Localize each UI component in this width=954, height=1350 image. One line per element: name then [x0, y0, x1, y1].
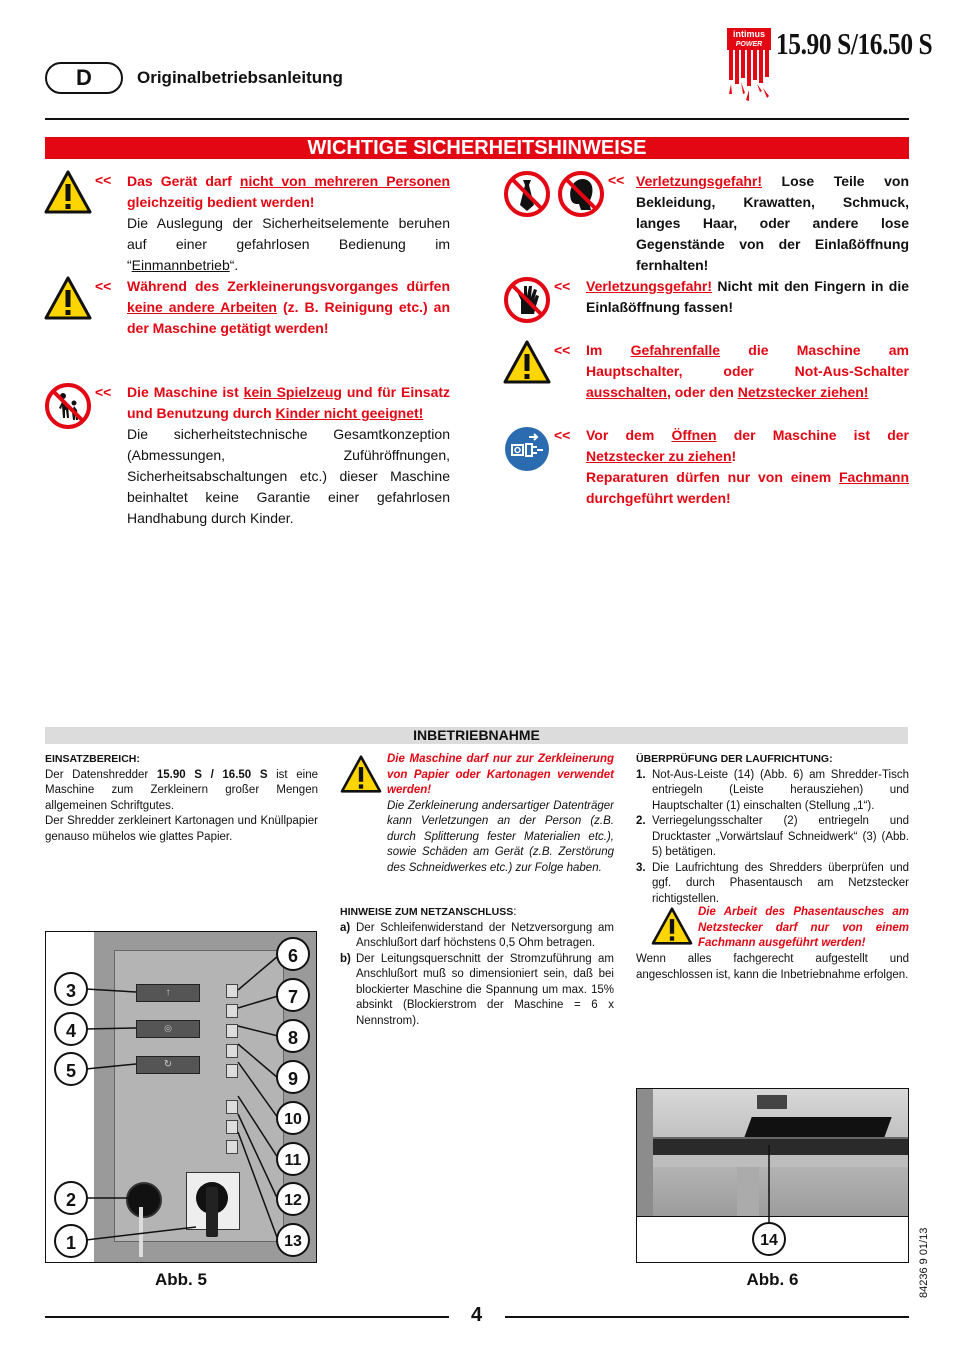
callout-5: 5: [54, 1052, 88, 1086]
footer-rule-left: [45, 1316, 449, 1318]
figure-6-caption: Abb. 6: [746, 1270, 799, 1289]
figure-5-control-panel: [45, 931, 317, 1263]
chevron-marker: <<: [95, 278, 112, 294]
warning-triangle-icon: [340, 755, 382, 793]
chevron-marker: <<: [95, 172, 112, 188]
header-rule: [45, 118, 909, 120]
chevron-marker: <<: [554, 278, 571, 294]
footer-rule-right: [505, 1316, 909, 1318]
callout-2: 2: [54, 1181, 88, 1215]
chevron-marker: <<: [554, 342, 571, 358]
no-children-icon: [44, 382, 92, 430]
einsatzbereich-block: EINSATZBEREICH: Der Datenshredder 15.90 S / 16.50 S ist eine Maschine zum Zerkleinern großer Mengen allgemeinen Schriftgutes. Der Shredder zerkleinert Kartonagen und Knüllpapier genauso mühelos wie glattes Papier.: [45, 753, 319, 843]
paper-only-warning: Die Maschine darf nur zur Zerkleinerung von Papier oder Kartonagen verwendet werden! Die Zerkleinerung andersartiger Datenträger kann Verletzungen an der Person (z.B. durch Splitterung fester Materialien etc.), sowie Schäden am Gerät (z.B. Zerstörung des Schneidwerkes etc.) zur Folge haben.: [387, 753, 614, 874]
unplug-mains-icon: [503, 425, 551, 473]
callout-9: 9: [276, 1060, 310, 1094]
callout-7: 7: [276, 978, 310, 1012]
callout-8: 8: [276, 1019, 310, 1053]
brand-name: intimus: [732, 29, 765, 39]
chevron-marker: <<: [608, 172, 625, 188]
brand-logo: [727, 28, 771, 106]
reverse-button-graphic: ↻: [136, 1056, 200, 1074]
language-badge: D: [45, 62, 123, 94]
no-fingers-icon: [503, 276, 551, 324]
warning-multi-person: Das Gerät darf nicht von mehreren Personen gleichzeitig bedient werden! Die Auslegung der Sicherheitselemente beruhen auf einer gefahrlosen Bedienung im “Einmannbetrieb“.: [127, 173, 451, 273]
commissioning-section-title: INBETRIEBNAHME: [45, 727, 908, 744]
callout-11: 11: [276, 1142, 310, 1176]
callout-13: 13: [276, 1223, 310, 1257]
warning-unplug-before-opening: Vor dem Öffnen der Maschine ist der Netzstecker zu ziehen! Reparaturen dürfen nur von einem Fachmann durchgeführt werden!: [586, 427, 909, 506]
no-tie-icon: [503, 170, 551, 218]
warning-triangle-icon: [44, 170, 92, 214]
warning-no-toy: Die Maschine ist kein Spielzeug und für Einsatz und Benutzung durch Kinder nicht geeignet! Die sicherheitstechnische Gesamtkonzeption (Abmessungen, Zuführöffnungen, Sicherheitsabschaltungen etc.) dieser Maschine beinhaltet keine Garantie einer gefahrlosen Handhabung durch Kinder.: [127, 384, 451, 526]
warning-triangle-icon: [503, 340, 551, 384]
warning-emergency-off: Im Gefahrenfalle die Maschine am Hauptschalter, oder Not-Aus-Schalter ausschalten, oder den Netzstecker ziehen!: [586, 342, 910, 400]
document-code: 84236 9 01/13: [918, 1227, 930, 1298]
warning-loose-items: Verletzungsgefahr! Lose Teile von Bekleidung, Krawatten, Schmuck, langes Haar, oder andere lose Gegenstände von der Einlaßöffnung fernhalten!: [636, 173, 909, 273]
chevron-marker: <<: [554, 427, 571, 443]
warning-no-fingers: Verletzungsgefahr! Nicht mit den Fingern in die Einlaßöffnung fassen!: [586, 278, 909, 315]
callout-12: 12: [276, 1182, 310, 1216]
document-subtitle: Originalbetriebsanleitung: [137, 68, 343, 87]
netzanschluss-block: HINWEISE ZUM NETZANSCHLUSS: a) Der Schleifenwiderstand der Netzversorgung am Anschlußort darf höchstens 0,5 Ohm betragen. b) Der Leitungsquerschnitt der Stromzuführung am Anschlußort muß so dimensioniert sein, daß bei blockierter Maschine die Spannung um max. 15% absinkt (Blockierstrom der Maschine = 6 x Nennstrom).: [340, 906, 614, 1027]
shred-strips-icon: [727, 50, 771, 106]
warning-no-other-work: Während des Zerkleinerungsvorganges dürfen keine andere Arbeiten (z. B. Reinigung etc.) an der Maschine getätigt werden!: [127, 278, 450, 336]
callout-1: 1: [54, 1224, 88, 1258]
model-title: 15.90 S/16.50 S: [776, 26, 933, 61]
stop-button-graphic: ◎: [136, 1020, 200, 1038]
laufrichtung-block: ÜBERPRÜFUNG DER LAUFRICHTUNG: 1. Not-Aus-Leiste (14) (Abb. 6) am Shredder-Tisch entriegeln (Leiste herausziehen) und Hauptschalter (1) einschalten (Stellung „1“). 2. Verriegelungsschalter (2) entriegeln und Drucktaster „Vorwärtslauf Schneidwerk“ (3) (Abb. 5) betätigen. 3. Die Laufrichtung des Shredders überprüfen und ggf. durch Phasentausch am Netzstecker richtigstellen.: [636, 753, 909, 905]
safety-section-title: WICHTIGE SICHERHEITSHINWEISE: [45, 137, 909, 159]
commissioning-final-note: Wenn alles fachgerecht aufgestellt und angeschlossen ist, kann die Inbetriebnahme erfolgen.: [636, 953, 909, 981]
brand-sub: POWER: [735, 41, 763, 48]
warning-triangle-icon: [44, 276, 92, 320]
callout-10: 10: [276, 1101, 310, 1135]
callout-4: 4: [54, 1012, 88, 1046]
figure-6-shredder-table: [636, 1088, 909, 1263]
callout-3: 3: [54, 972, 88, 1006]
callout-14: 14: [752, 1222, 786, 1256]
page-number: 4: [470, 1304, 483, 1326]
figure-5-caption: Abb. 5: [155, 1270, 207, 1289]
callout-6: 6: [276, 937, 310, 971]
warning-triangle-icon: [651, 907, 693, 945]
forward-button-graphic: ↑: [136, 984, 200, 1002]
phase-swap-warning: Die Arbeit des Phasentausches am Netzstecker darf nur von einem Fachmann ausgeführt werden!: [698, 906, 909, 949]
chevron-marker: <<: [95, 384, 112, 400]
no-long-hair-icon: [557, 170, 605, 218]
